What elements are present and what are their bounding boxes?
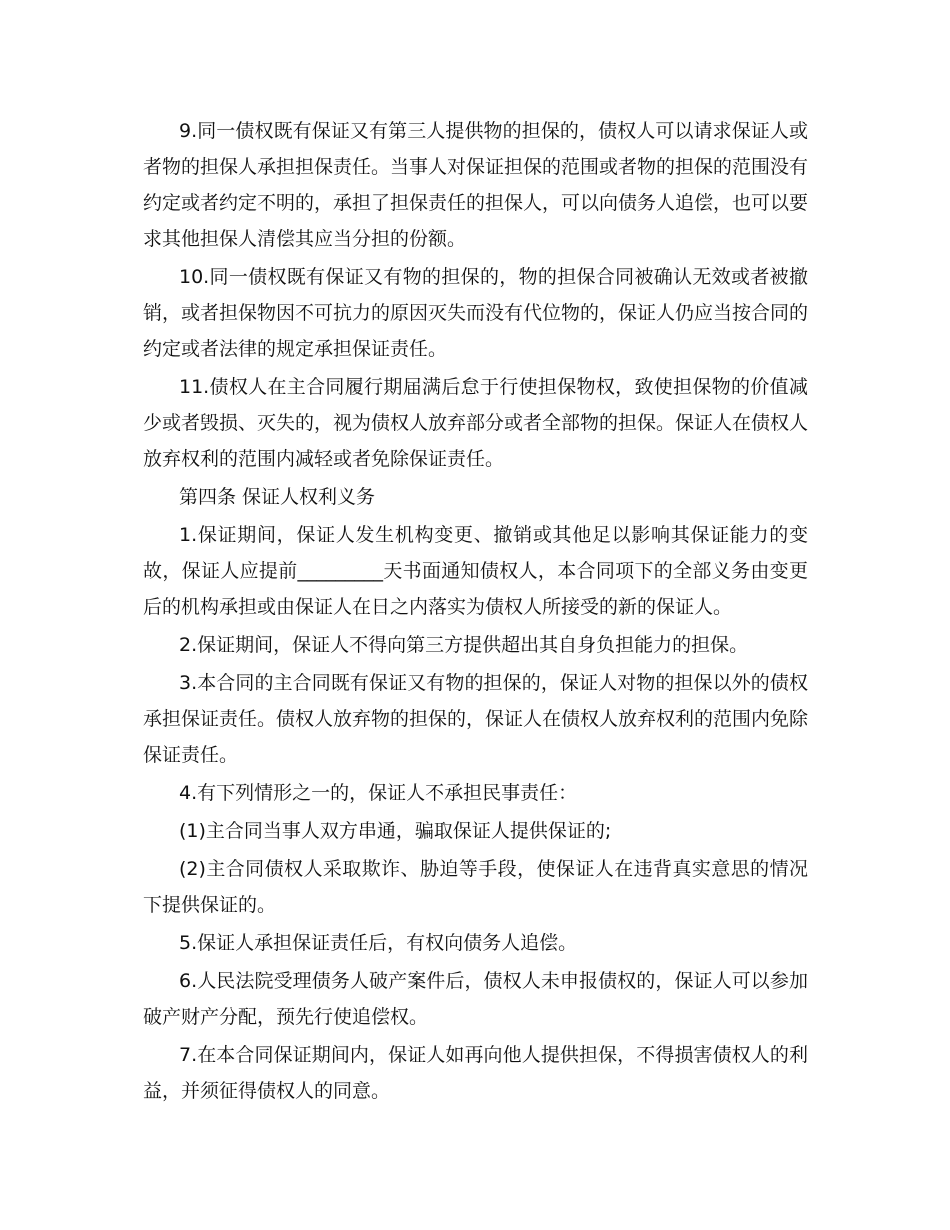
clause-9: 9.同一债权既有保证又有第三人提供物的担保的，债权人可以请求保证人或者物的担保人承担担保责任。当事人对保证担保的范围或者物的担保的范围没有约定或者约定不明的，承担了担保责任的担保人，可以向债务人追偿，也可以要求其他担保人清偿其应当分担的份额。 <box>143 120 809 250</box>
article-4-item-4: 4.有下列情形之一的，保证人不承担民事责任： <box>179 782 578 804</box>
article-4-item-2: 2.保证期间，保证人不得向第三方提供超出其自身负担能力的担保。 <box>179 634 749 656</box>
section-heading-article-4: 第四条 保证人权利义务 <box>179 486 376 508</box>
article-4-item-4-sub-2: (2)主合同债权人采取欺诈、胁迫等手段，使保证人在违背真实意思的情况下提供保证的。 <box>143 858 808 916</box>
article-4-item-4-sub-1: (1)主合同当事人双方串通，骗取保证人提供保证的; <box>179 820 612 842</box>
article-4-item-1: 1.保证期间，保证人发生机构变更、撤销或其他足以影响其保证能力的变故，保证人应提前_________天书面通知债权人，本合同项下的全部义务由变更后的机构承担或由保证人在日之内落实为债权人所接受的新的保证人。 <box>143 524 808 618</box>
article-4-item-7: 7.在本合同保证期间内，保证人如再向他人提供担保，不得损害债权人的利益，并须征得债权人的同意。 <box>143 1044 808 1102</box>
article-4-item-5: 5.保证人承担保证责任后，有权向债务人追偿。 <box>179 932 578 954</box>
clause-10: 10.同一债权既有保证又有物的担保的，物的担保合同被确认无效或者被撤销，或者担保物因不可抗力的原因灭失而没有代位物的，保证人仍应当按合同的约定或者法律的规定承担保证责任。 <box>143 266 809 360</box>
clause-11: 11.债权人在主合同履行期届满后怠于行使担保物权，致使担保物的价值减少或者毁损、灭失的，视为债权人放弃部分或者全部物的担保。保证人在债权人放弃权利的范围内减轻或者免除保证责任。 <box>143 376 809 470</box>
article-4-item-6: 6.人民法院受理债务人破产案件后，债权人未申报债权的，保证人可以参加破产财产分配，预先行使追偿权。 <box>143 970 808 1028</box>
document-body <box>143 113 808 1111</box>
article-4-item-3: 3.本合同的主合同既有保证又有物的担保的，保证人对物的担保以外的债权承担保证责任。债权人放弃物的担保的，保证人在债权人放弃权利的范围内免除保证责任。 <box>143 672 809 766</box>
